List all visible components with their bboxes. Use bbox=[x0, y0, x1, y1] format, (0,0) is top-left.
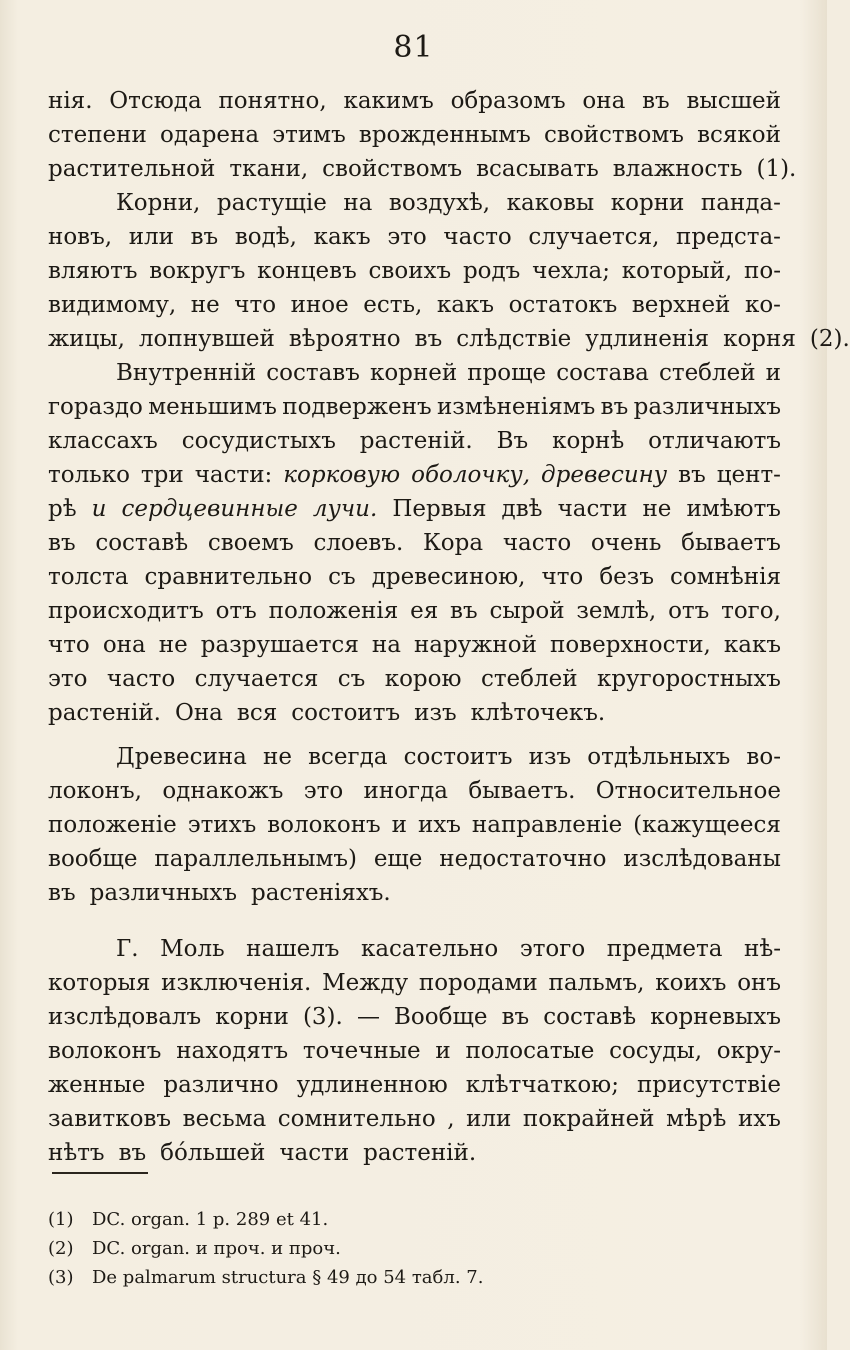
word: что bbox=[541, 564, 584, 590]
word: Внутренній bbox=[116, 360, 257, 386]
word: двѣ bbox=[501, 496, 543, 522]
word: отличаютъ bbox=[648, 428, 781, 454]
word: (кажущееся bbox=[633, 812, 781, 838]
word: весьма bbox=[182, 1106, 267, 1132]
word: сырой bbox=[489, 598, 565, 624]
text-line bbox=[48, 1068, 781, 1102]
word: вообще bbox=[48, 846, 138, 872]
word: того, bbox=[721, 598, 781, 624]
word: есть, bbox=[363, 292, 423, 318]
word: водѣ, bbox=[234, 224, 297, 250]
word: различныхъ bbox=[89, 880, 237, 906]
word: какъ bbox=[723, 632, 781, 658]
word: иное bbox=[290, 292, 349, 318]
word: подверженъ bbox=[282, 394, 432, 420]
word: породами bbox=[418, 970, 538, 996]
word: Моль bbox=[160, 936, 225, 962]
word: точечные bbox=[302, 1038, 421, 1064]
word: этимъ bbox=[272, 122, 346, 148]
word: вѣроятно bbox=[288, 326, 401, 352]
word: ея bbox=[410, 598, 439, 624]
word: въ bbox=[414, 326, 443, 352]
word: отъ bbox=[215, 598, 257, 624]
word: еще bbox=[373, 846, 423, 872]
word: свойствомъ bbox=[322, 156, 463, 182]
word: изъ bbox=[414, 700, 457, 726]
word: и bbox=[765, 360, 781, 386]
word: корою bbox=[384, 666, 462, 692]
paragraph bbox=[48, 932, 781, 1170]
word: клѣточекъ. bbox=[470, 700, 606, 726]
text-line bbox=[48, 628, 781, 662]
word: однакожъ bbox=[162, 778, 284, 804]
footnote-mark: (2) bbox=[48, 1238, 74, 1259]
word: (2). bbox=[809, 326, 850, 352]
word: (3). bbox=[302, 1004, 343, 1030]
word: завитковъ bbox=[48, 1106, 172, 1132]
text-line bbox=[48, 254, 781, 288]
word: онъ bbox=[737, 970, 781, 996]
word: безъ bbox=[599, 564, 654, 590]
text-line bbox=[48, 1034, 781, 1068]
word: слѣдствіе bbox=[456, 326, 572, 352]
word: Относительное bbox=[595, 778, 781, 804]
word: касательно bbox=[360, 936, 499, 962]
text-line bbox=[48, 118, 781, 152]
word: древесину bbox=[541, 462, 668, 488]
word: измѣненіямъ bbox=[436, 394, 596, 420]
word: остатокъ bbox=[508, 292, 618, 318]
text-line bbox=[48, 1000, 781, 1034]
word: Первыя bbox=[392, 496, 487, 522]
text-line bbox=[48, 288, 781, 322]
word: корней bbox=[369, 360, 458, 386]
footnote-item bbox=[48, 1205, 748, 1234]
word: положенія bbox=[268, 598, 399, 624]
text-line bbox=[48, 458, 781, 492]
word: растительной bbox=[48, 156, 216, 182]
word: своемъ bbox=[207, 530, 294, 556]
word: очень bbox=[590, 530, 662, 556]
word: вокругъ bbox=[149, 258, 246, 284]
word: высшей bbox=[686, 88, 781, 114]
word: сосуды, bbox=[609, 1038, 702, 1064]
word: она bbox=[102, 632, 146, 658]
word: въ bbox=[48, 530, 76, 556]
text-line bbox=[48, 220, 781, 254]
text-line bbox=[48, 322, 850, 356]
word: Въ bbox=[496, 428, 529, 454]
word: сомнѣнія bbox=[669, 564, 781, 590]
word: корни bbox=[610, 190, 685, 216]
word: корня bbox=[723, 326, 796, 352]
word: иногда bbox=[363, 778, 448, 804]
word: воздухѣ, bbox=[388, 190, 491, 216]
text-line bbox=[48, 424, 781, 458]
word: часто bbox=[443, 224, 512, 250]
word: Отсюда bbox=[109, 88, 202, 114]
text-line bbox=[48, 560, 781, 594]
word: растеніяхъ. bbox=[250, 880, 391, 906]
word: различно bbox=[163, 1072, 279, 1098]
word: Древесина bbox=[116, 744, 247, 770]
word: это bbox=[387, 224, 427, 250]
word: часто bbox=[106, 666, 176, 692]
word: удлиненія bbox=[585, 326, 710, 352]
word: отдѣльныхъ bbox=[587, 744, 731, 770]
word: меньшимъ bbox=[148, 394, 277, 420]
word: не bbox=[263, 744, 292, 770]
word: это bbox=[48, 666, 88, 692]
word: покрайней bbox=[522, 1106, 655, 1132]
word: ко- bbox=[744, 292, 781, 318]
footnote-item bbox=[48, 1234, 748, 1263]
word: цент- bbox=[716, 462, 781, 488]
word: этого bbox=[519, 936, 586, 962]
word: составѣ bbox=[95, 530, 189, 556]
word: и bbox=[435, 1038, 451, 1064]
word: растеній. bbox=[48, 700, 161, 726]
footnote-text: DC. organ. и проч. и проч. bbox=[92, 1238, 341, 1259]
text-line bbox=[48, 966, 781, 1000]
word: въ bbox=[678, 462, 706, 488]
word: гораздо bbox=[48, 394, 143, 420]
word: направленіе bbox=[471, 812, 623, 838]
word: мѣрѣ bbox=[666, 1106, 727, 1132]
word: ихъ bbox=[417, 812, 461, 838]
text-line bbox=[48, 696, 781, 730]
word: случается, bbox=[528, 224, 660, 250]
word: толста bbox=[48, 564, 129, 590]
word: въ bbox=[501, 1004, 530, 1030]
word: изключенія. bbox=[161, 970, 312, 996]
word: ихъ bbox=[737, 1106, 781, 1132]
text-line bbox=[48, 152, 797, 186]
word: землѣ, bbox=[576, 598, 657, 624]
word: — bbox=[356, 1004, 380, 1030]
text-line bbox=[48, 186, 781, 220]
word: окру- bbox=[716, 1038, 781, 1064]
word: лопнувшей bbox=[138, 326, 275, 352]
word: предста- bbox=[676, 224, 781, 250]
word: этихъ bbox=[187, 812, 257, 838]
word: каковы bbox=[506, 190, 595, 216]
word: или bbox=[128, 224, 174, 250]
word: стеблей bbox=[480, 666, 578, 692]
word: нія. bbox=[48, 88, 93, 114]
word: во- bbox=[746, 744, 781, 770]
word: ткани, bbox=[229, 156, 309, 182]
word: растеній. bbox=[359, 428, 473, 454]
paragraph bbox=[48, 356, 781, 730]
word: различныхъ bbox=[633, 394, 781, 420]
word: и bbox=[91, 496, 107, 522]
word: не bbox=[158, 632, 188, 658]
word: бываетъ bbox=[681, 530, 781, 556]
word: происходитъ bbox=[48, 598, 204, 624]
word: разрушается bbox=[200, 632, 359, 658]
word: Г. bbox=[116, 936, 139, 962]
word: въ bbox=[48, 880, 76, 906]
word: что bbox=[48, 632, 90, 658]
word: корнѣ bbox=[552, 428, 625, 454]
word: Она bbox=[174, 700, 223, 726]
word: три bbox=[140, 462, 184, 488]
word: видимому, bbox=[48, 292, 177, 318]
word: только bbox=[48, 462, 130, 488]
word: съ bbox=[337, 666, 366, 692]
word: свойствомъ bbox=[543, 122, 684, 148]
text-line bbox=[48, 808, 781, 842]
word: сравнительно bbox=[144, 564, 313, 590]
word: коихъ bbox=[655, 970, 727, 996]
word: понятно, bbox=[218, 88, 327, 114]
word: въ bbox=[190, 224, 219, 250]
text-line bbox=[48, 526, 781, 560]
word: состоитъ bbox=[291, 700, 401, 726]
word: жицы, bbox=[48, 326, 125, 352]
word: которыя bbox=[48, 970, 151, 996]
word: родъ bbox=[462, 258, 521, 284]
word: вся bbox=[236, 700, 278, 726]
word: всасывать bbox=[476, 156, 599, 182]
word: влажность bbox=[612, 156, 743, 182]
word: поверхности, bbox=[549, 632, 711, 658]
text-line bbox=[48, 662, 781, 696]
word: это bbox=[303, 778, 344, 804]
word: Вообще bbox=[394, 1004, 488, 1030]
word: въ bbox=[600, 394, 629, 420]
word: изслѣдовалъ bbox=[48, 1004, 202, 1030]
text-line bbox=[48, 1102, 781, 1136]
word: который, bbox=[621, 258, 733, 284]
word: волоконъ bbox=[267, 812, 381, 838]
word: случается bbox=[194, 666, 319, 692]
word: Кора bbox=[423, 530, 484, 556]
word: оболочку, bbox=[411, 462, 531, 488]
word: по- bbox=[744, 258, 781, 284]
word: полосатые bbox=[465, 1038, 595, 1064]
word: корневыхъ bbox=[650, 1004, 781, 1030]
footnotes bbox=[48, 1205, 748, 1292]
word: составъ bbox=[266, 360, 360, 386]
word: сомнительно bbox=[277, 1106, 436, 1132]
word: волоконъ bbox=[48, 1038, 162, 1064]
text-line bbox=[48, 1136, 781, 1170]
word: образомъ bbox=[450, 88, 566, 114]
word: сердцевинные bbox=[121, 496, 298, 522]
word: нѣтъ bbox=[48, 1140, 105, 1166]
word: изъ bbox=[528, 744, 572, 770]
word: бываетъ. bbox=[468, 778, 576, 804]
word: (1). bbox=[756, 156, 797, 182]
word: вляютъ bbox=[48, 258, 138, 284]
word: состоитъ bbox=[403, 744, 513, 770]
word: отъ bbox=[668, 598, 710, 624]
word: въ bbox=[642, 88, 670, 114]
word: степени bbox=[48, 122, 147, 148]
text-line bbox=[48, 594, 781, 628]
word: не bbox=[642, 496, 672, 522]
word: классахъ bbox=[48, 428, 158, 454]
paragraph bbox=[48, 84, 797, 186]
word: какимъ bbox=[343, 88, 434, 114]
footnote-divider bbox=[52, 1172, 148, 1174]
text-line bbox=[48, 876, 781, 910]
word: съ bbox=[328, 564, 356, 590]
body-text bbox=[48, 84, 850, 1170]
word: врожденнымъ bbox=[358, 122, 531, 148]
word: рѣ bbox=[48, 496, 77, 522]
word: удлиненною bbox=[296, 1072, 448, 1098]
word: находятъ bbox=[176, 1038, 289, 1064]
text-line bbox=[48, 356, 781, 390]
word: часто bbox=[502, 530, 572, 556]
word: всякой bbox=[697, 122, 781, 148]
word: въ bbox=[450, 598, 478, 624]
word: на bbox=[371, 632, 401, 658]
text-line bbox=[48, 774, 781, 808]
word: Корни, bbox=[116, 190, 201, 216]
word: Между bbox=[322, 970, 409, 996]
word: слоевъ. bbox=[313, 530, 404, 556]
word: что bbox=[234, 292, 277, 318]
word: какъ bbox=[313, 224, 371, 250]
word: пальмъ, bbox=[548, 970, 645, 996]
page-number: 81 bbox=[393, 30, 434, 65]
word: всегда bbox=[308, 744, 388, 770]
word: какъ bbox=[436, 292, 495, 318]
paragraph bbox=[48, 740, 781, 910]
word: проще bbox=[467, 360, 547, 386]
word: клѣтчаткою; bbox=[465, 1072, 619, 1098]
word: одарена bbox=[159, 122, 260, 148]
word: предмета bbox=[606, 936, 723, 962]
text-line bbox=[48, 740, 781, 774]
word: параллельнымъ) bbox=[154, 846, 357, 872]
word: верхней bbox=[631, 292, 731, 318]
word: женные bbox=[48, 1072, 146, 1098]
text-line bbox=[48, 932, 781, 966]
text-line bbox=[48, 390, 781, 424]
word: не bbox=[190, 292, 220, 318]
text-line bbox=[48, 492, 781, 526]
word: и bbox=[391, 812, 407, 838]
word: чехла; bbox=[532, 258, 610, 284]
word: нашелъ bbox=[246, 936, 340, 962]
text-line bbox=[48, 842, 781, 876]
word: панда- bbox=[700, 190, 781, 216]
footnote-mark: (1) bbox=[48, 1209, 74, 1230]
word: или bbox=[466, 1106, 512, 1132]
word: составѣ bbox=[543, 1004, 637, 1030]
word: положеніе bbox=[48, 812, 177, 838]
word: , bbox=[447, 1106, 455, 1132]
word: имѣютъ bbox=[686, 496, 781, 522]
word: нѣ- bbox=[744, 936, 781, 962]
word: лучи. bbox=[312, 496, 378, 522]
word: бо́льшей bbox=[160, 1140, 266, 1166]
word: въ bbox=[118, 1140, 147, 1166]
word: сосудистыхъ bbox=[181, 428, 336, 454]
word: локонъ, bbox=[48, 778, 142, 804]
footnote-mark: (3) bbox=[48, 1267, 74, 1288]
word: части bbox=[279, 1140, 350, 1166]
word: древесиною, bbox=[371, 564, 526, 590]
word: на bbox=[343, 190, 373, 216]
word: недостаточно bbox=[439, 846, 607, 872]
footnote-text: De palmarum structura § 49 до 54 табл. 7. bbox=[92, 1267, 484, 1288]
word: кругоростныхъ bbox=[597, 666, 781, 692]
word: она bbox=[582, 88, 626, 114]
word: изслѣдованы bbox=[623, 846, 781, 872]
word: своихъ bbox=[368, 258, 452, 284]
word: состава bbox=[556, 360, 649, 386]
text-line bbox=[48, 84, 781, 118]
word: наружной bbox=[413, 632, 537, 658]
word: части: bbox=[194, 462, 273, 488]
word: растеній. bbox=[363, 1140, 477, 1166]
footnote-text: DC. organ. 1 p. 289 et 41. bbox=[92, 1209, 329, 1230]
word: новъ, bbox=[48, 224, 113, 250]
word: концевъ bbox=[257, 258, 357, 284]
word: растущіе bbox=[216, 190, 327, 216]
word: корни bbox=[215, 1004, 289, 1030]
word: части bbox=[557, 496, 628, 522]
footnote-item bbox=[48, 1263, 748, 1292]
word: корковую bbox=[283, 462, 401, 488]
paragraph bbox=[48, 186, 850, 356]
word: присутствіе bbox=[636, 1072, 781, 1098]
word: стеблей bbox=[658, 360, 756, 386]
